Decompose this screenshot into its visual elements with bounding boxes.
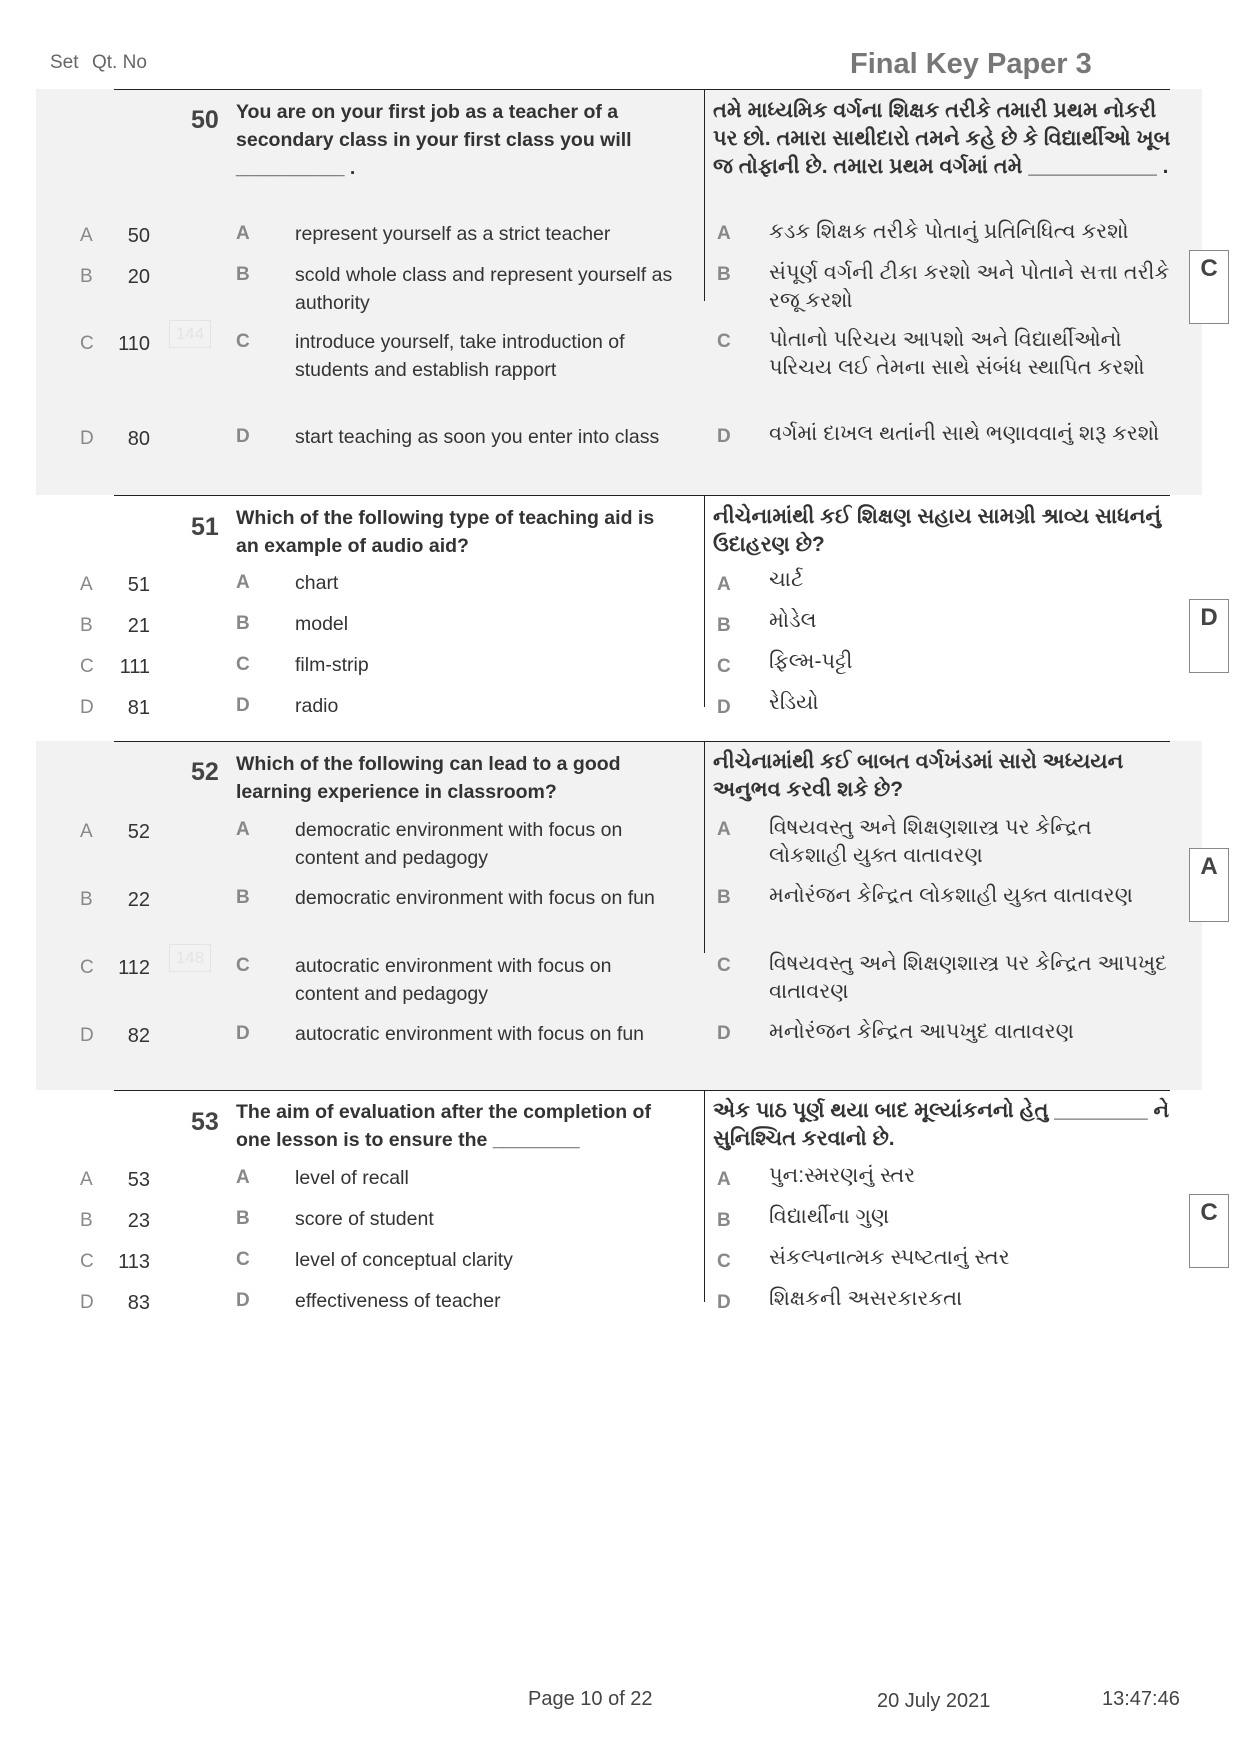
option-letter-en: A xyxy=(236,223,250,244)
language-divider xyxy=(704,495,705,707)
option-text-en: democratic environment with focus on fun xyxy=(295,887,655,909)
option-text-gu: મનોરંજન કેન્દ્રિત આપખુદ વાતાવરણ xyxy=(769,1020,1074,1043)
question-text-en: You are on your first job as a teacher of a secondary class in your first class you will __________ . xyxy=(236,101,632,179)
set-letter: D xyxy=(80,697,94,718)
question-divider xyxy=(114,495,1170,496)
option-letter-gu: A xyxy=(717,1169,731,1190)
option-text-en: democratic environment with focus on content and pedagogy xyxy=(295,819,623,869)
print-date: 20 July 2021 xyxy=(877,1690,991,1712)
answer-key-box xyxy=(1189,1194,1229,1268)
option-text-gu: પુન:સ્મરણનું સ્તર xyxy=(769,1164,916,1187)
option-letter-gu: A xyxy=(717,574,731,595)
question-number: 51 xyxy=(191,513,219,541)
set-question-number: 21 xyxy=(127,615,150,637)
option-text-gu: મોડેલ xyxy=(769,609,817,632)
option-letter-en: B xyxy=(236,264,250,285)
set-question-number: 113 xyxy=(118,1251,150,1273)
question-text-gu: તમે માધ્યમિક વર્ગના શિક્ષક તરીકે તમારી પ્રથમ નોકરી પર છો. તમારા સાથીદારો તમને કહે છે કે વિદ્યાર્થીઓ ખૂબ જ તોફાની છે. તમારા પ્રથમ વર્ગમાં તમે ___________ . xyxy=(713,99,1171,178)
option-text-en: start teaching as soon you enter into class xyxy=(295,426,660,448)
answer-key: C xyxy=(1200,1199,1218,1226)
option-letter-gu: B xyxy=(717,264,731,285)
option-letter-en: A xyxy=(236,819,250,840)
option-text-gu: પોતાનો પરિચય આપશો અને વિદ્યાર્થીઓનો પરિચય લઈ તેમના સાથે સંબંધ સ્થાપિત કરશો xyxy=(769,328,1145,379)
set-question-number: 20 xyxy=(127,266,150,288)
option-text-en: effectiveness of teacher xyxy=(295,1290,501,1312)
option-letter-gu: C xyxy=(717,331,731,352)
option-letter-en: D xyxy=(236,426,250,447)
option-text-gu: વિદ્યાર્થીના ગુણ xyxy=(769,1205,890,1228)
option-text-gu: ચાર્ટ xyxy=(769,568,804,591)
page-title: Final Key Paper 3 xyxy=(850,48,1092,80)
set-letter: C xyxy=(80,656,94,677)
option-letter-en: C xyxy=(236,955,250,976)
option-letter-en: B xyxy=(236,1208,250,1229)
set-letter: A xyxy=(80,821,93,842)
set-question-number: 111 xyxy=(119,656,150,678)
set-letter: D xyxy=(80,428,94,449)
option-text-gu: શિક્ષકની અસરકારકતા xyxy=(769,1287,963,1310)
set-question-number: 50 xyxy=(127,225,150,247)
question-block-50 xyxy=(36,89,1218,495)
option-letter-gu: D xyxy=(717,1023,731,1044)
option-text-gu: ફિલ્મ-પટ્ટી xyxy=(769,650,853,673)
language-divider xyxy=(704,741,705,953)
option-text-en: introduce yourself, take introduction of students and establish rapport xyxy=(295,331,625,381)
set-letter: B xyxy=(80,615,93,636)
option-text-en: level of recall xyxy=(295,1167,409,1189)
option-text-gu: મનોરંજન કેન્દ્રિત લોકશાહી યુક્ત વાતાવરણ xyxy=(769,884,1133,907)
option-text-gu: રેડિયો xyxy=(769,691,819,714)
option-text-en: level of conceptual clarity xyxy=(295,1249,513,1271)
answer-key-box xyxy=(1189,250,1229,324)
option-letter-gu: D xyxy=(717,697,731,718)
option-text-gu: વિષયવસ્તુ અને શિક્ષણશાસ્ત્ર પર કેન્દ્રિત આપખુદ વાતાવરણ xyxy=(769,952,1167,1003)
question-text-en: The aim of evaluation after the completion of one lesson is to ensure the ________ xyxy=(236,1101,651,1151)
option-letter-en: B xyxy=(236,613,250,634)
option-letter-en: C xyxy=(236,331,250,352)
page-number: Page 10 of 22 xyxy=(528,1688,653,1710)
option-letter-gu: C xyxy=(717,656,731,677)
option-letter-gu: D xyxy=(717,426,731,447)
option-letter-en: C xyxy=(236,1249,250,1270)
option-text-en: score of student xyxy=(295,1208,434,1230)
option-letter-gu: D xyxy=(717,1292,731,1313)
set-question-number: 22 xyxy=(127,889,150,911)
option-letter-en: A xyxy=(236,1167,250,1188)
set-question-number: 80 xyxy=(127,428,150,450)
set-question-number: 51 xyxy=(127,574,150,596)
option-letter-gu: B xyxy=(717,615,731,636)
set-letter: C xyxy=(80,957,94,978)
question-divider xyxy=(114,89,1170,90)
set-question-number: 81 xyxy=(127,697,150,719)
question-text-gu: નીચેનામાંથી કઈ બાબત વર્ગખંડમાં સારો અધ્યયન અનુભવ કરવી શકે છે? xyxy=(713,750,1124,801)
question-divider xyxy=(114,741,1170,742)
set-question-number: 112 xyxy=(118,957,150,979)
answer-key: C xyxy=(1200,255,1218,282)
print-time: 13:47:46 xyxy=(1102,1688,1180,1710)
set-letter: C xyxy=(80,333,94,354)
question-block-51 xyxy=(36,495,1218,741)
option-letter-en: D xyxy=(236,1290,250,1311)
set-letter: A xyxy=(80,574,93,595)
option-letter-en: A xyxy=(236,572,250,593)
language-divider xyxy=(704,89,705,301)
set-letter: B xyxy=(80,1210,93,1231)
answer-key-box xyxy=(1189,848,1229,922)
option-text-gu: સંકલ્પનાત્મક સ્પષ્ટતાનું સ્તર xyxy=(769,1246,1010,1269)
question-number: 53 xyxy=(191,1108,219,1136)
set-question-number: 110 xyxy=(118,333,150,355)
question-text-en: Which of the following can lead to a good learning experience in classroom? xyxy=(236,753,621,803)
set-question-number: 83 xyxy=(127,1292,150,1314)
set-column-label: Set xyxy=(50,52,79,73)
set-letter: C xyxy=(80,1251,94,1272)
option-text-en: represent yourself as a strict teacher xyxy=(295,223,611,245)
option-text-en: scold whole class and represent yourself as authority xyxy=(295,264,673,314)
option-text-en: model xyxy=(295,613,349,635)
set-letter: B xyxy=(80,889,93,910)
question-text-gu: નીચેનામાંથી કઈ શિક્ષણ સહાય સામગ્રી શ્રાવ્ય સાધનનું ઉદાહરણ છે? xyxy=(713,505,1162,556)
option-text-en: chart xyxy=(295,572,339,594)
language-divider xyxy=(704,1090,705,1302)
set-letter: D xyxy=(80,1292,94,1313)
question-text-en: Which of the following type of teaching aid is an example of audio aid? xyxy=(236,507,655,557)
set-letter: A xyxy=(80,225,93,246)
set-letter: D xyxy=(80,1025,94,1046)
option-text-en: film-strip xyxy=(295,654,369,676)
set-question-number: 82 xyxy=(127,1025,150,1047)
question-block-52 xyxy=(36,741,1218,1090)
faint-reference-number: 148 xyxy=(169,944,211,972)
question-block-53 xyxy=(36,1090,1218,1330)
option-text-en: autocratic environment with focus on fun xyxy=(295,1023,645,1045)
question-number: 52 xyxy=(191,758,219,786)
option-letter-en: B xyxy=(236,887,250,908)
option-text-en: radio xyxy=(295,695,339,717)
answer-key: D xyxy=(1200,604,1218,631)
option-text-gu: કડક શિક્ષક તરીકે પોતાનું પ્રતિનિધિત્વ કરશો xyxy=(769,220,1129,243)
set-question-number: 53 xyxy=(127,1169,150,1191)
option-letter-gu: A xyxy=(717,223,731,244)
option-letter-gu: B xyxy=(717,887,731,908)
set-question-number: 23 xyxy=(127,1210,150,1232)
option-letter-en: C xyxy=(236,654,250,675)
answer-key: A xyxy=(1200,853,1218,880)
question-divider xyxy=(114,1090,1170,1091)
option-letter-gu: C xyxy=(717,955,731,976)
option-text-gu: વિષયવસ્તુ અને શિક્ષણશાસ્ત્ર પર કેન્દ્રિત લોકશાહી યુક્ત વાતાવરણ xyxy=(769,816,1092,867)
option-letter-en: D xyxy=(236,695,250,716)
set-question-number: 52 xyxy=(127,821,150,843)
option-letter-gu: A xyxy=(717,819,731,840)
option-letter-gu: B xyxy=(717,1210,731,1231)
question-number: 50 xyxy=(191,106,219,134)
option-text-en: autocratic environment with focus on content and pedagogy xyxy=(295,955,612,1005)
answer-key-box xyxy=(1189,599,1229,673)
option-letter-en: D xyxy=(236,1023,250,1044)
option-letter-gu: C xyxy=(717,1251,731,1272)
set-letter: B xyxy=(80,266,93,287)
question-text-gu: એક પાઠ પૂર્ણ થયા બાદ મૂલ્યાંકનનો હેતુ ________ ને સુનિશ્ચિત કરવાનો છે. xyxy=(713,1099,1170,1150)
option-text-gu: વર્ગમાં દાખલ થતાંની સાથે ભણાવવાનું શરૂ કરશો xyxy=(769,422,1160,445)
set-letter: A xyxy=(80,1169,93,1190)
faint-reference-number: 144 xyxy=(169,320,211,348)
option-text-gu: સંપૂર્ણ વર્ગની ટીકા કરશો અને પોતાને સત્તા તરીકે રજૂ કરશો xyxy=(769,261,1170,312)
qtno-column-label: Qt. No xyxy=(92,52,147,73)
